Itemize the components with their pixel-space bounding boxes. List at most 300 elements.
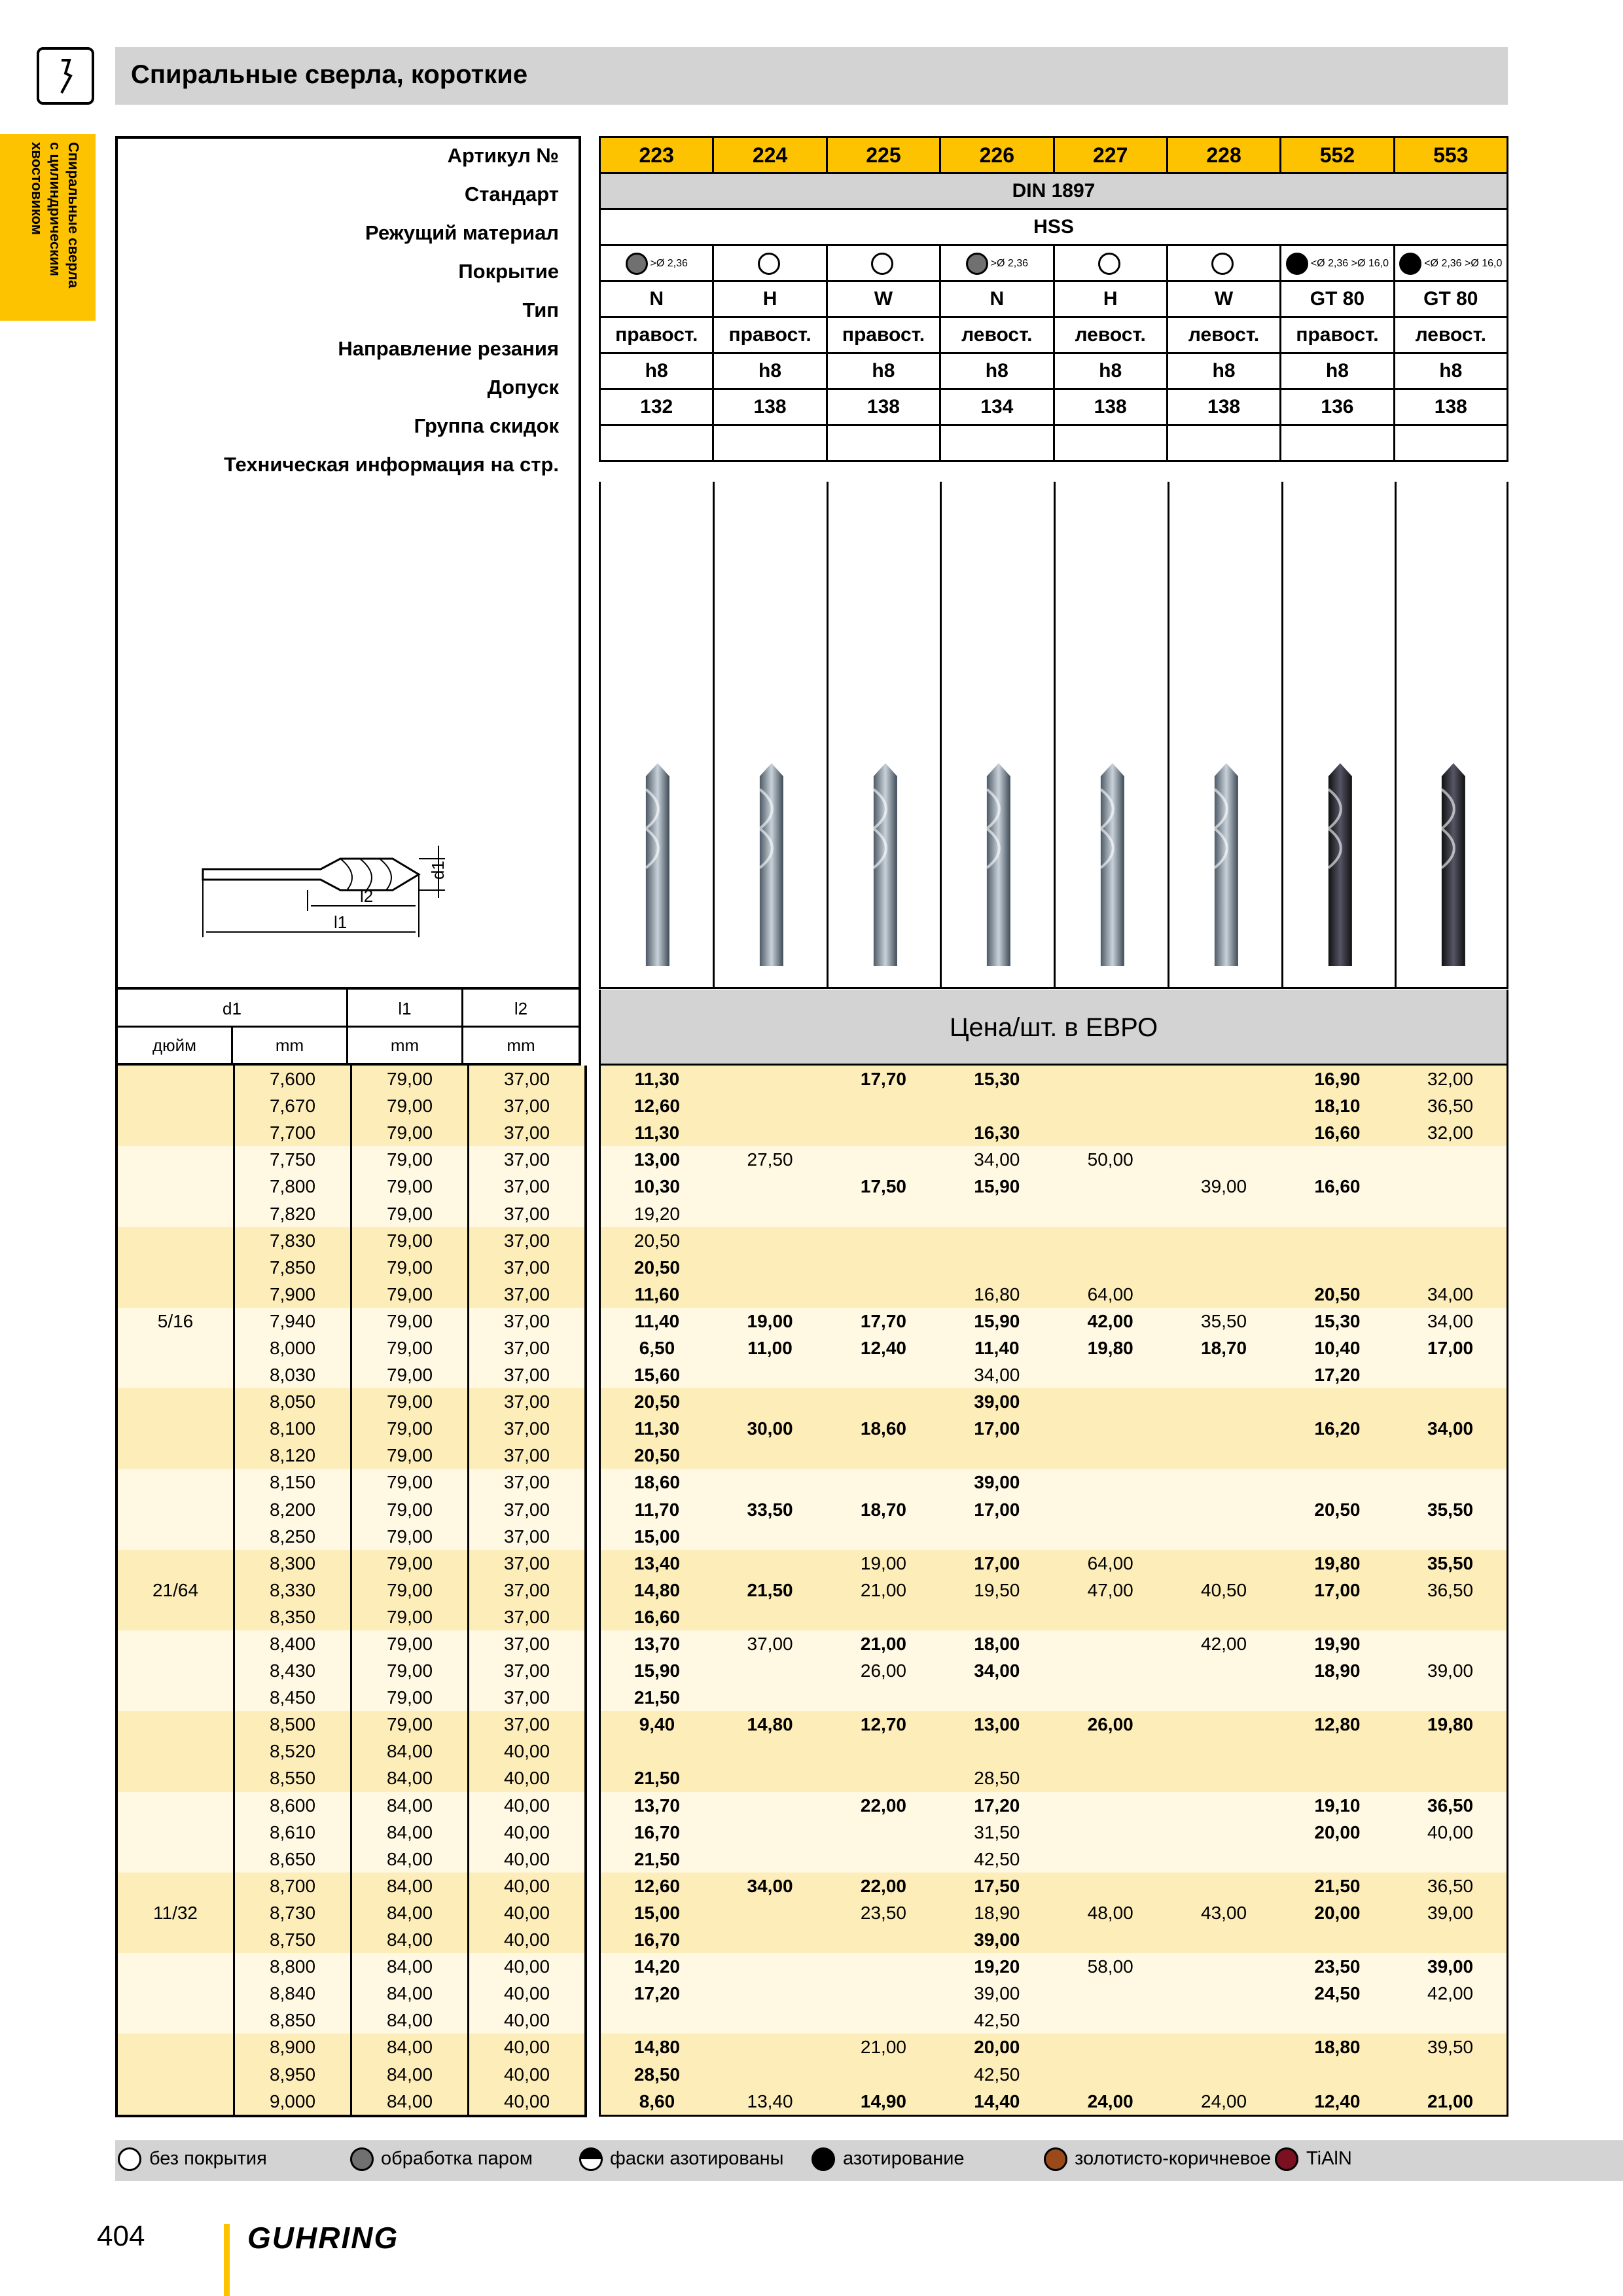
- price-cell-227: 26,00: [1054, 1711, 1167, 1738]
- coating-cell: [600, 245, 713, 281]
- dim-l2-cell: 37,00: [469, 1550, 586, 1577]
- coating-cell: [1394, 245, 1507, 281]
- dim-inch-cell: [116, 1926, 234, 1953]
- discount-cell: 138: [827, 389, 940, 425]
- dim-d1-cell: 7,940: [234, 1308, 351, 1335]
- price-cell-223: 11,70: [600, 1496, 713, 1523]
- table-row: [600, 1469, 1508, 1496]
- table-row: [600, 1819, 1508, 1846]
- price-cell-553: [1394, 2007, 1507, 2034]
- price-cell-228: 42,00: [1167, 1630, 1280, 1657]
- price-cell-224: [713, 1657, 827, 1684]
- dim-l2-cell: 40,00: [469, 1792, 586, 1819]
- price-cell-553: [1394, 1684, 1507, 1711]
- discount-cell: 134: [940, 389, 1054, 425]
- price-cell-227: [1054, 1819, 1167, 1846]
- price-cell-552: [1281, 1469, 1394, 1496]
- table-row: [116, 1281, 586, 1308]
- tech-info-cell: [1054, 425, 1167, 461]
- table-row: [600, 1066, 1508, 1092]
- dim-l2-cell: 37,00: [469, 1415, 586, 1442]
- dim-inch-cell: [116, 1765, 234, 1791]
- price-cell-227: 47,00: [1054, 1577, 1167, 1604]
- price-cell-226: 39,00: [940, 1388, 1054, 1415]
- table-row: [116, 1630, 586, 1657]
- brand-logo: GUHRING: [247, 2221, 399, 2255]
- price-cell-224: [713, 1254, 827, 1281]
- dim-inch-cell: [116, 2060, 234, 2087]
- dim-l2-cell: 37,00: [469, 1361, 586, 1388]
- price-cell-225: 26,00: [827, 1657, 940, 1684]
- price-cell-227: 19,80: [1054, 1335, 1167, 1361]
- price-cell-225: [827, 1361, 940, 1388]
- price-cell-553: 34,00: [1394, 1281, 1507, 1308]
- price-cell-224: [713, 1227, 827, 1254]
- price-cell-224: [713, 1281, 827, 1308]
- dim-l1-cell: 79,00: [351, 1684, 469, 1711]
- dim-inch-cell: [116, 1738, 234, 1765]
- direction-cell: левост.: [940, 317, 1054, 353]
- gold-brown-legend-icon: [1044, 2147, 1067, 2171]
- price-cell-227: [1054, 1496, 1167, 1523]
- price-cell-228: [1167, 1604, 1280, 1630]
- uncoated-icon: [1211, 253, 1234, 275]
- price-cell-552: [1281, 1926, 1394, 1953]
- price-cell-552: 16,60: [1281, 1173, 1394, 1200]
- table-row: [600, 1873, 1508, 1899]
- price-cell-223: 21,50: [600, 1846, 713, 1873]
- dim-l2-cell: 40,00: [469, 1980, 586, 2007]
- price-cell-225: [827, 2007, 940, 2034]
- price-cell-226: 18,90: [940, 1899, 1054, 1926]
- price-cell-226: [940, 1442, 1054, 1469]
- price-cell-223: 15,90: [600, 1657, 713, 1684]
- dim-l1-cell: 84,00: [351, 1899, 469, 1926]
- dim-l2-cell: 37,00: [469, 1281, 586, 1308]
- price-cell-225: [827, 1254, 940, 1281]
- price-cell-228: [1167, 1415, 1280, 1442]
- table-row: [600, 1227, 1508, 1254]
- price-cell-225: 19,00: [827, 1550, 940, 1577]
- dim-inch-cell: [116, 1469, 234, 1496]
- price-cell-226: 15,90: [940, 1173, 1054, 1200]
- price-cell-223: 18,60: [600, 1469, 713, 1496]
- price-cell-553: [1394, 1469, 1507, 1496]
- dim-l2-cell: 40,00: [469, 1846, 586, 1873]
- price-cell-225: [827, 1953, 940, 1980]
- price-cell-223: 11,30: [600, 1119, 713, 1146]
- page-number: 404: [97, 2220, 145, 2252]
- price-cell-225: [827, 2060, 940, 2087]
- dim-l2-cell: 37,00: [469, 1388, 586, 1415]
- coating-cell: [1281, 245, 1394, 281]
- article-cell: 227: [1054, 137, 1167, 173]
- head-l2: l2: [463, 990, 579, 1028]
- price-cell-224: [713, 1846, 827, 1873]
- row-discount: [600, 389, 1508, 425]
- drill-image: [601, 482, 715, 989]
- label-standard: Стандарт: [464, 183, 559, 206]
- price-cell-223: 12,60: [600, 1873, 713, 1899]
- coating-cell: [1167, 245, 1280, 281]
- dim-inch-cell: [116, 1873, 234, 1899]
- dim-d1-cell: 8,700: [234, 1873, 351, 1899]
- price-cell-224: [713, 1980, 827, 2007]
- label-coating: Покрытие: [458, 260, 559, 283]
- price-cell-225: [827, 1200, 940, 1227]
- dim-l1-cell: 84,00: [351, 1792, 469, 1819]
- price-cell-223: 21,50: [600, 1684, 713, 1711]
- table-row: [600, 1442, 1508, 1469]
- drill-image-cell: [942, 482, 1056, 987]
- table-row: [600, 1604, 1508, 1630]
- dim-l1-cell: 84,00: [351, 2034, 469, 2060]
- price-cell-224: [713, 1738, 827, 1765]
- price-cell-225: [827, 1980, 940, 2007]
- price-cell-226: 19,50: [940, 1577, 1054, 1604]
- dim-d1-cell: 8,300: [234, 1550, 351, 1577]
- price-cell-228: [1167, 1254, 1280, 1281]
- price-cell-223: 19,20: [600, 1200, 713, 1227]
- dim-inch-cell: [116, 1630, 234, 1657]
- price-cell-228: [1167, 1684, 1280, 1711]
- price-cell-226: 19,20: [940, 1953, 1054, 1980]
- head-mm-l1: mm: [348, 1028, 463, 1063]
- direction-cell: правост.: [713, 317, 827, 353]
- dim-l1-cell: 79,00: [351, 1523, 469, 1550]
- price-cell-552: [1281, 1738, 1394, 1765]
- table-row: [116, 1523, 586, 1550]
- price-cell-226: [940, 1684, 1054, 1711]
- price-cell-227: [1054, 1119, 1167, 1146]
- price-cell-225: [827, 1738, 940, 1765]
- tolerance-cell: h8: [600, 353, 713, 389]
- price-cell-224: [713, 1119, 827, 1146]
- price-cell-553: [1394, 1200, 1507, 1227]
- dim-d1-cell: 8,250: [234, 1523, 351, 1550]
- dim-inch-cell: [116, 1846, 234, 1873]
- drill-image: [1169, 482, 1283, 989]
- dim-inch-cell: [116, 1442, 234, 1469]
- table-row: [116, 1119, 586, 1146]
- tolerance-cell: h8: [940, 353, 1054, 389]
- price-cell-553: 39,50: [1394, 2034, 1507, 2060]
- price-cell-552: [1281, 1684, 1394, 1711]
- price-cell-226: 17,00: [940, 1550, 1054, 1577]
- drill-image-cell: [1169, 482, 1283, 987]
- price-cell-225: [827, 1684, 940, 1711]
- price-cell-227: [1054, 1765, 1167, 1791]
- price-cell-228: [1167, 1066, 1280, 1092]
- label-type: Тип: [522, 298, 559, 321]
- table-row: [600, 1550, 1508, 1577]
- price-cell-228: [1167, 1738, 1280, 1765]
- table-row: [116, 2060, 586, 2087]
- dim-d1-cell: 8,450: [234, 1684, 351, 1711]
- dim-l1-cell: 79,00: [351, 1711, 469, 1738]
- price-cell-227: [1054, 1254, 1167, 1281]
- price-cell-552: 15,30: [1281, 1308, 1394, 1335]
- dim-l2-cell: 37,00: [469, 1119, 586, 1146]
- price-cell-227: [1054, 1684, 1167, 1711]
- price-cell-552: 19,80: [1281, 1550, 1394, 1577]
- price-cell-227: [1054, 1388, 1167, 1415]
- dim-l2-cell: 37,00: [469, 1523, 586, 1550]
- dim-inch-cell: [116, 1281, 234, 1308]
- price-cell-223: 14,80: [600, 2034, 713, 2060]
- price-cell-225: 23,50: [827, 1899, 940, 1926]
- table-row: [600, 1630, 1508, 1657]
- table-row: [116, 1819, 586, 1846]
- table-row: [116, 1308, 586, 1335]
- dim-d1-cell: 9,000: [234, 2088, 351, 2116]
- legend-tialn: TiAlN: [1306, 2148, 1352, 2169]
- dim-l1-cell: 79,00: [351, 1308, 469, 1335]
- price-cell-224: [713, 1066, 827, 1092]
- price-header: Цена/шт. в ЕВРО: [599, 990, 1508, 1066]
- price-cell-225: [827, 1119, 940, 1146]
- price-cell-224: [713, 1092, 827, 1119]
- dim-l1-cell: 79,00: [351, 1630, 469, 1657]
- drill-image-cell: [715, 482, 829, 987]
- price-cell-223: 20,50: [600, 1227, 713, 1254]
- dim-l1-cell: 79,00: [351, 1577, 469, 1604]
- price-cell-228: [1167, 1550, 1280, 1577]
- dimension-header: [115, 990, 581, 1066]
- table-row: [600, 1308, 1508, 1335]
- uncoated-legend-icon: [118, 2147, 141, 2171]
- price-cell-228: [1167, 1442, 1280, 1469]
- price-cell-226: 18,00: [940, 1630, 1054, 1657]
- row-article: [600, 137, 1508, 173]
- price-cell-225: [827, 1227, 940, 1254]
- price-cell-552: 12,80: [1281, 1711, 1394, 1738]
- price-cell-225: 22,00: [827, 1873, 940, 1899]
- table-row: [116, 1496, 586, 1523]
- price-cell-225: 17,50: [827, 1173, 940, 1200]
- dim-d1-cell: 8,330: [234, 1577, 351, 1604]
- dim-l2-cell: 37,00: [469, 1442, 586, 1469]
- table-row: [600, 1281, 1508, 1308]
- price-cell-223: 12,60: [600, 1092, 713, 1119]
- dim-d1-cell: 8,550: [234, 1765, 351, 1791]
- price-cell-224: [713, 1200, 827, 1227]
- dim-inch-cell: [116, 1604, 234, 1630]
- price-cell-553: [1394, 2060, 1507, 2087]
- dim-d1-cell: 8,430: [234, 1657, 351, 1684]
- tolerance-cell: h8: [1281, 353, 1394, 389]
- price-cell-552: 20,50: [1281, 1496, 1394, 1523]
- drill-image-cell: [1397, 482, 1510, 987]
- price-cell-223: 13,70: [600, 1792, 713, 1819]
- price-cell-226: [940, 1092, 1054, 1119]
- price-cell-226: 17,00: [940, 1415, 1054, 1442]
- price-cell-552: [1281, 1146, 1394, 1173]
- table-row: [116, 1200, 586, 1227]
- dimension-table: [115, 1066, 587, 2117]
- table-row: [116, 1926, 586, 1953]
- price-cell-553: 19,80: [1394, 1711, 1507, 1738]
- drill-image-cell: [1056, 482, 1169, 987]
- row-tolerance: [600, 353, 1508, 389]
- price-cell-553: [1394, 1765, 1507, 1791]
- price-cell-228: 24,00: [1167, 2088, 1280, 2116]
- price-cell-228: 18,70: [1167, 1335, 1280, 1361]
- row-coating: [600, 245, 1508, 281]
- discount-cell: 138: [1167, 389, 1280, 425]
- dim-inch-cell: [116, 2034, 234, 2060]
- price-cell-227: [1054, 1227, 1167, 1254]
- dim-d1-cell: 8,730: [234, 1899, 351, 1926]
- price-cell-223: 15,00: [600, 1523, 713, 1550]
- legend-steam: обработка паром: [381, 2148, 533, 2169]
- price-cell-553: 39,00: [1394, 1657, 1507, 1684]
- price-cell-225: 21,00: [827, 1577, 940, 1604]
- price-cell-552: [1281, 1604, 1394, 1630]
- table-row: [116, 1415, 586, 1442]
- price-cell-553: [1394, 1361, 1507, 1388]
- price-cell-223: 15,60: [600, 1361, 713, 1388]
- price-cell-553: 35,50: [1394, 1550, 1507, 1577]
- coating-note: <Ø 2,36 >Ø 16,0: [1310, 257, 1389, 269]
- price-cell-224: [713, 1173, 827, 1200]
- table-row: [600, 2034, 1508, 2060]
- dim-l2-cell: 37,00: [469, 1146, 586, 1173]
- price-cell-228: [1167, 1469, 1280, 1496]
- price-cell-227: [1054, 1469, 1167, 1496]
- dim-d1-cell: 8,120: [234, 1442, 351, 1469]
- price-cell-227: [1054, 1092, 1167, 1119]
- dim-l1-cell: 79,00: [351, 1092, 469, 1119]
- table-row: [600, 1119, 1508, 1146]
- price-cell-553: [1394, 1630, 1507, 1657]
- price-cell-228: [1167, 1657, 1280, 1684]
- price-table: [599, 1066, 1508, 2117]
- row-tech-info: [600, 425, 1508, 461]
- table-row: [600, 1765, 1508, 1791]
- dim-d1-cell: 7,820: [234, 1200, 351, 1227]
- dim-d1-cell: 7,850: [234, 1254, 351, 1281]
- price-cell-225: [827, 1523, 940, 1550]
- price-cell-226: [940, 1604, 1054, 1630]
- discount-cell: 138: [1054, 389, 1167, 425]
- table-row: [600, 1523, 1508, 1550]
- dim-l2-cell: 37,00: [469, 1711, 586, 1738]
- nitrided-icon: [1399, 253, 1421, 275]
- table-row: [116, 1846, 586, 1873]
- price-cell-553: [1394, 1846, 1507, 1873]
- table-row: [116, 1173, 586, 1200]
- price-cell-227: [1054, 2060, 1167, 2087]
- head-mm-l2: mm: [507, 1035, 535, 1055]
- type-cell: W: [1167, 281, 1280, 317]
- price-cell-227: 24,00: [1054, 2088, 1167, 2116]
- price-cell-225: [827, 1281, 940, 1308]
- dim-l2-label: l2: [360, 886, 374, 906]
- dim-d1-cell: 7,900: [234, 1281, 351, 1308]
- type-cell: H: [713, 281, 827, 317]
- dim-l2-cell: 37,00: [469, 1496, 586, 1523]
- dim-l1-cell: 79,00: [351, 1173, 469, 1200]
- footer-accent-line: [224, 2224, 230, 2296]
- standard-cell: DIN 1897: [600, 173, 1508, 209]
- price-cell-228: [1167, 1711, 1280, 1738]
- price-cell-225: [827, 1846, 940, 1873]
- legend-uncoated: без покрытия: [149, 2148, 267, 2169]
- dim-l2-cell: 37,00: [469, 1066, 586, 1092]
- price-cell-552: 17,20: [1281, 1361, 1394, 1388]
- label-direction: Направление резания: [338, 337, 559, 360]
- price-cell-228: [1167, 1523, 1280, 1550]
- price-cell-223: 9,40: [600, 1711, 713, 1738]
- price-cell-553: 39,00: [1394, 1899, 1507, 1926]
- price-cell-225: [827, 1819, 940, 1846]
- uncoated-icon: [758, 253, 780, 275]
- label-material: Режущий материал: [365, 221, 559, 244]
- price-cell-227: [1054, 1200, 1167, 1227]
- price-cell-226: [940, 1523, 1054, 1550]
- table-row: [116, 1899, 586, 1926]
- type-cell: N: [940, 281, 1054, 317]
- price-cell-553: 21,00: [1394, 2088, 1507, 2116]
- price-cell-223: 16,60: [600, 1604, 713, 1630]
- drill-image-cell: [1283, 482, 1397, 987]
- direction-cell: левост.: [1394, 317, 1507, 353]
- dim-l1-cell: 79,00: [351, 1657, 469, 1684]
- coating-cell: [1054, 245, 1167, 281]
- price-cell-552: 19,10: [1281, 1792, 1394, 1819]
- price-cell-225: [827, 1092, 940, 1119]
- price-cell-223: 11,30: [600, 1066, 713, 1092]
- coating-cell: [713, 245, 827, 281]
- price-cell-552: [1281, 2007, 1394, 2034]
- price-cell-226: [940, 1200, 1054, 1227]
- drill-image: [1056, 482, 1169, 989]
- price-cell-552: 18,80: [1281, 2034, 1394, 2060]
- price-cell-224: [713, 2034, 827, 2060]
- table-row: [600, 1415, 1508, 1442]
- table-row: [600, 2060, 1508, 2087]
- price-cell-224: [713, 1523, 827, 1550]
- table-row: [116, 2034, 586, 2060]
- dim-d1-cell: 8,000: [234, 1335, 351, 1361]
- dim-l2-cell: 37,00: [469, 1200, 586, 1227]
- price-cell-225: 14,90: [827, 2088, 940, 2116]
- dim-d1-cell: 8,030: [234, 1361, 351, 1388]
- dim-l1-cell: 79,00: [351, 1442, 469, 1469]
- drill-images-row: [599, 482, 1508, 989]
- dim-inch-cell: 5/16: [116, 1308, 234, 1335]
- price-cell-226: [940, 1227, 1054, 1254]
- table-row: [600, 1980, 1508, 2007]
- price-cell-227: 64,00: [1054, 1281, 1167, 1308]
- article-cell: 228: [1167, 137, 1280, 173]
- price-cell-223: 28,50: [600, 2060, 713, 2087]
- dim-inch-cell: [116, 1200, 234, 1227]
- dim-l2-cell: 37,00: [469, 1684, 586, 1711]
- steam-icon: [626, 253, 648, 275]
- dim-d1-cell: 8,800: [234, 1953, 351, 1980]
- label-article: Артикул №: [447, 144, 559, 167]
- dim-d1-cell: 8,100: [234, 1415, 351, 1442]
- price-cell-226: 42,50: [940, 2007, 1054, 2034]
- price-cell-227: [1054, 1630, 1167, 1657]
- table-row: [116, 1388, 586, 1415]
- dim-d1-cell: 8,900: [234, 2034, 351, 2060]
- price-cell-224: [713, 1819, 827, 1846]
- dim-d1-label: d1: [428, 861, 448, 880]
- dim-inch-cell: [116, 1523, 234, 1550]
